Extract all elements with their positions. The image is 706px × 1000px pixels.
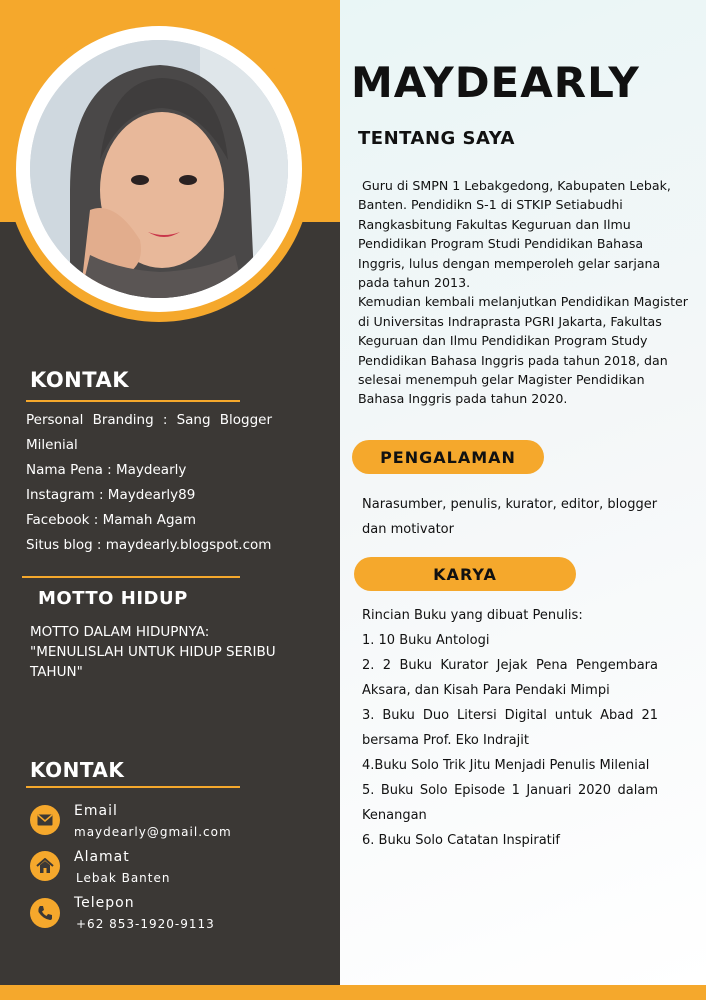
bottom-accent-bar	[0, 985, 706, 1000]
contact-info-list	[26, 408, 286, 558]
address-icon-badge	[30, 851, 60, 881]
phone-value: +62 853-1920-9113	[76, 917, 215, 931]
about-paragraph-2: Kemudian kembali melanjutkan Pendidikan Magister di Universitas Indraprasta PGRI Jakarta, Fakultas Keguruan dan Ilmu Pendidikan Program Study Pendidikan Bahasa Inggris pada tahun 2018, dan selesai menempuh gelar Magister Pendidikan Bahasa Inggris pada tahun 2020.	[358, 294, 688, 407]
contact-info-item: Facebook : Mamah Agam	[26, 512, 196, 528]
contact-info-item: Situs blog : maydearly.blogspot.com	[26, 537, 272, 553]
contact-info-rule	[26, 400, 240, 402]
phone-icon	[37, 905, 53, 921]
motto-rule	[22, 576, 240, 578]
contact-info-text: Personal Branding : Sang Blogger Milenial	[26, 412, 272, 453]
profile-photo-illustration	[30, 40, 288, 298]
contact-heading: KONTAK	[30, 758, 125, 782]
profile-name: MAYDEARLY	[351, 58, 640, 107]
works-list	[362, 603, 658, 853]
works-heading: KARYA	[433, 564, 497, 584]
profile-photo	[30, 40, 288, 298]
phone-label: Telepon	[74, 895, 135, 911]
mail-icon	[37, 814, 53, 826]
works-item: 4.Buku Solo Trik Jitu Menjadi Penulis Milenial	[362, 758, 650, 773]
about-text	[358, 176, 688, 409]
works-item: 2. 2 Buku Kurator Jejak Pena Pengembara Aksara, dan Kisah Para Pendaki Mimpi	[362, 658, 658, 698]
experience-heading: PENGALAMAN	[380, 447, 516, 467]
contact-info-item: Instagram : Maydearly89	[26, 487, 196, 503]
email-value: maydearly@gmail.com	[74, 825, 232, 839]
address-value: Lebak Banten	[76, 871, 171, 885]
contact-info-item: Nama Pena : Maydearly	[26, 462, 187, 478]
email-icon-badge	[30, 805, 60, 835]
works-heading-pill	[354, 557, 576, 591]
works-item: 5. Buku Solo Episode 1 Januari 2020 dalam Kenangan	[362, 783, 658, 823]
experience-heading-pill	[352, 440, 544, 474]
contact-rule	[26, 786, 240, 788]
home-icon	[36, 858, 54, 874]
address-label: Alamat	[74, 849, 130, 865]
experience-text: Narasumber, penulis, kurator, editor, blogger dan motivator	[362, 497, 658, 537]
works-item: 3. Buku Duo Litersi Digital untuk Abad 21 bersama Prof. Eko Indrajit	[362, 708, 658, 748]
works-item: 6. Buku Solo Catatan Inspiratif	[362, 833, 560, 848]
about-paragraph-1: Guru di SMPN 1 Lebakgedong, Kabupaten Lebak, Banten. Pendidikn S-1 di STKIP Setiabudhi Rangkasbitung Fakultas Keguruan dan Ilmu Pendidikan Program Studi Pendidikan Bahasa Inggris, lulus dengan memperoleh gelar sarjana pada tahun 2013.	[358, 178, 671, 291]
works-item: 1. 10 Buku Antologi	[362, 633, 490, 648]
about-heading: TENTANG SAYA	[358, 128, 515, 149]
contact-info-heading: KONTAK	[30, 368, 129, 392]
works-intro: Rincian Buku yang dibuat Penulis:	[362, 608, 583, 623]
contact-info-item	[26, 408, 272, 458]
motto-text: MOTTO DALAM HIDUPNYA: "MENULISLAH UNTUK HIDUP SERIBU TAHUN"	[30, 624, 276, 680]
motto-heading: MOTTO HIDUP	[38, 588, 188, 609]
email-label: Email	[74, 803, 118, 819]
phone-icon-badge	[30, 898, 60, 928]
